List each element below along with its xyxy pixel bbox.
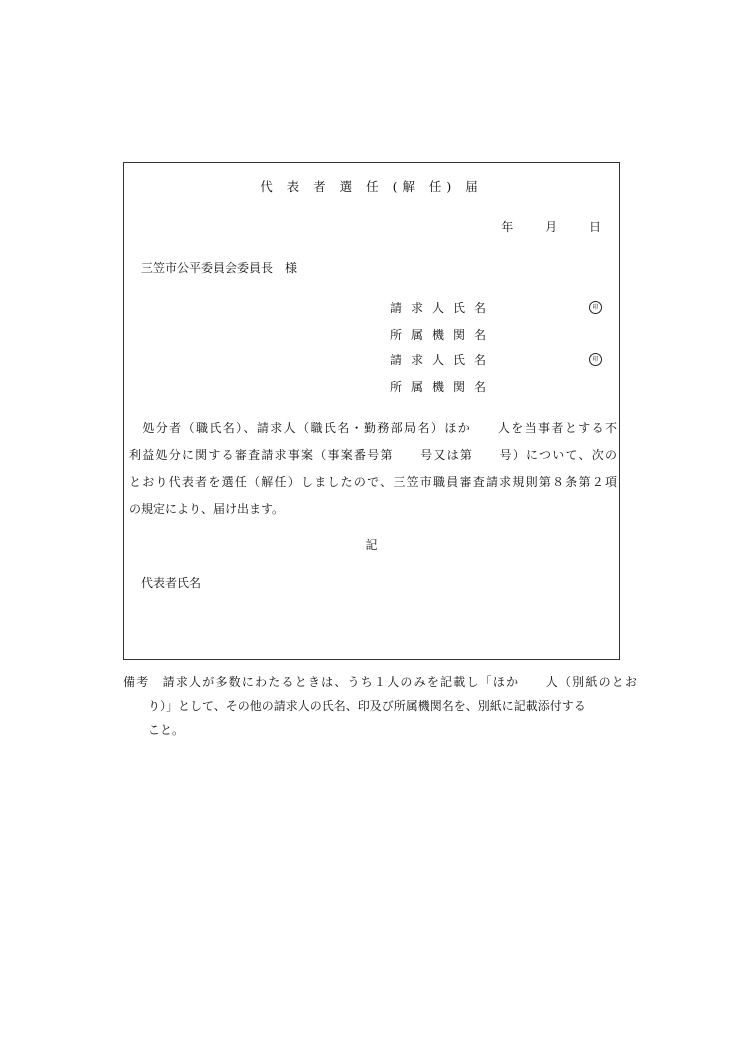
- body-line: 利益処分に関する審査請求事案（事案番号第 号又は第 号）について、次の: [129, 448, 617, 462]
- ki-heading: 記: [365, 538, 378, 552]
- body-line: 処分者（職氏名）、請求人（職氏名・勤務部局名）ほか 人を当事者とする不: [129, 421, 617, 435]
- affiliation-label: 所属機関名: [390, 328, 496, 342]
- form-title: 代 表 者 選 任 (解 任) 届: [260, 179, 483, 194]
- body-paragraph: [129, 415, 617, 523]
- body-line: の規定により、届け出ます。: [129, 502, 285, 516]
- remarks-line: り）」として、その他の請求人の氏名、印及び所属機関名を、別紙に記載添付する: [148, 699, 586, 713]
- remarks: [123, 670, 637, 742]
- date-year-label: 年: [501, 220, 514, 234]
- addressee: 三笠市公平委員会委員長 様: [141, 261, 298, 275]
- requester-name-row-2: [390, 353, 602, 367]
- body-line: とおり代表者を選任（解任）しましたので、三笠市職員審査請求規則第８条第２項: [129, 475, 617, 489]
- seal-mark-1: 印: [589, 301, 602, 314]
- representative-name-label: 代表者氏名: [141, 576, 202, 590]
- date-row: [501, 220, 601, 234]
- date-day-label: 日: [588, 220, 601, 234]
- requester-name-row-1: [390, 301, 602, 315]
- form-frame: [123, 162, 620, 660]
- seal-mark-2: 印: [589, 353, 602, 366]
- affiliation-label: 所属機関名: [390, 380, 496, 394]
- affiliation-row-2: [390, 380, 602, 394]
- date-month-label: 月: [545, 220, 558, 234]
- affiliation-row-1: [390, 328, 602, 342]
- requester-name-label: 請求人氏名: [390, 301, 496, 315]
- requester-name-label: 請求人氏名: [390, 353, 496, 367]
- remarks-line: 備考 請求人が多数にわたるときは、うち１人のみを記載し「ほか 人（別紙のとお: [123, 675, 637, 689]
- remarks-line: こと。: [148, 723, 185, 737]
